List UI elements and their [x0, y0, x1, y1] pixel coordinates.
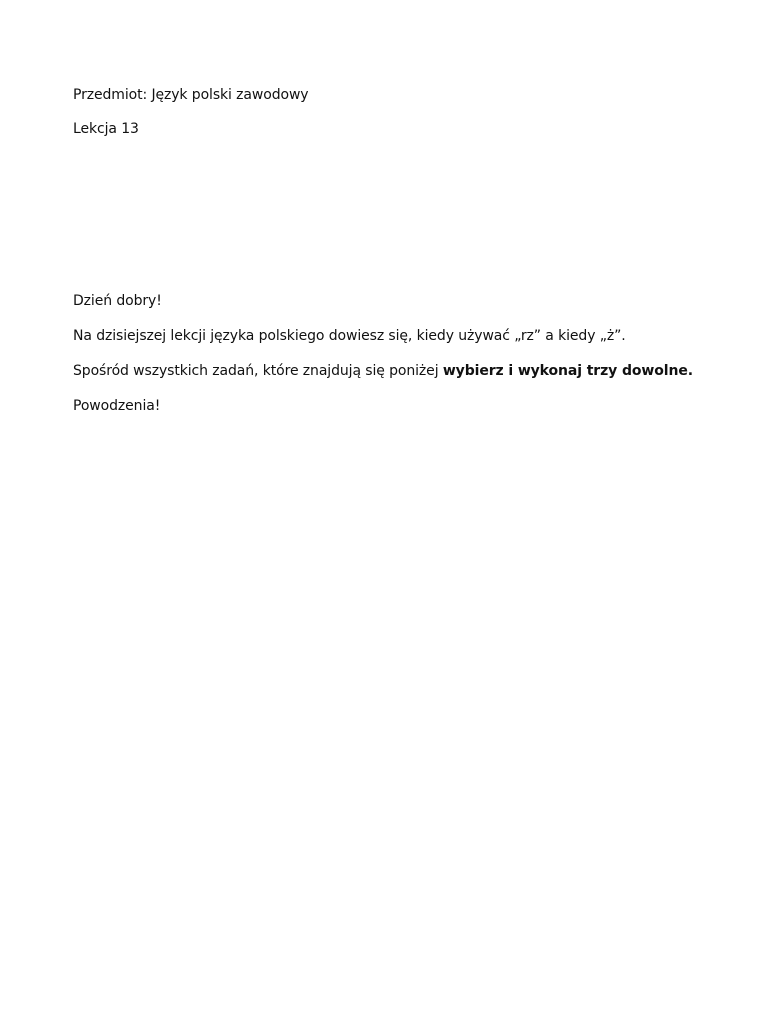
- lesson-number: Lekcja 13: [73, 121, 139, 137]
- task-instruction: [73, 362, 693, 380]
- intro-paragraph: Na dzisiejszej lekcji języka polskiego dowiesz się, kiedy używać „rz” a kiedy „ż”.: [73, 328, 626, 344]
- greeting: Dzień dobry!: [73, 293, 162, 309]
- task-instruction-emphasis: wybierz i wykonaj trzy dowolne.: [442, 363, 693, 379]
- closing-wish: Powodzenia!: [73, 398, 161, 414]
- task-instruction-text: Spośród wszystkich zadań, które znajdują się poniżej: [73, 363, 443, 379]
- subject-line: Przedmiot: Język polski zawodowy: [73, 87, 309, 103]
